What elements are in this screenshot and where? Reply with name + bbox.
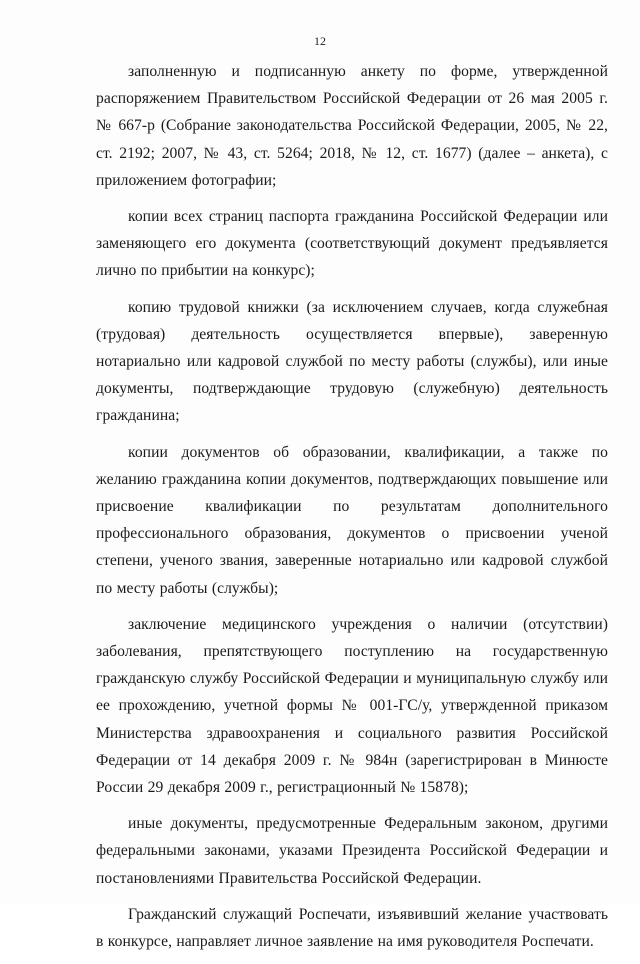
paragraph-employment-record: копию трудовой книжки (за исключением случаев, когда служебная (трудовая) деятельность осуществляется впервые), заверенную нотариально или кадровой службой по месту работы (службы), или иные документы, подтверждающие трудовую (служебную) деятельность гражданина; — [96, 298, 608, 425]
page-number: 12 — [314, 34, 326, 48]
document-body — [96, 58, 608, 964]
paragraph-passport-copies: копии всех страниц паспорта гражданина Российской Федерации или заменяющего его документа (соответствующий документ предъявляется лично по прибытии на конкурс); — [96, 208, 608, 280]
paragraph-medical-certificate: заключение медицинского учреждения о наличии (отсутствии) заболевания, препятствующего поступлению на государственную гражданскую службу Российской Федерации и муниципальную службу или ее прохождению, учетной формы № 001-ГС/у, утвержденной приказом Министерства здравоохранения и социального развития Российской Федерации от 14 декабря 2009 г. № 984н (зарегистрирован в Минюсте России 29 декабря 2009 г., регистрационный № 15878); — [96, 615, 608, 797]
paragraph-other-documents: иные документы, предусмотренные Федеральным законом, другими федеральными законами, указами Президента Российской Федерации и постановлениями Правительства Российской Федерации. — [96, 815, 608, 887]
paragraph-questionnaire: заполненную и подписанную анкету по форме, утвержденной распоряжением Правительством Российской Федерации от 26 мая 2005 г. № 667-р (Собрание законодательства Российской Федерации, 2005, № 22, ст. 2192; 2007, № 43, ст. 5264; 2018, № 12, ст. 1677) (далее – анкета), с приложением фотографии; — [96, 63, 608, 189]
paragraph-civil-servant-application: Гражданский служащий Роспечати, изъявивший желание участвовать в конкурсе, направляет личное заявление на имя руководителя Роспечати. — [96, 905, 608, 951]
paragraph-education-documents: копии документов об образовании, квалификации, а также по желанию гражданина копии документов, подтверждающих повышение или присвоение квалификации по результатам дополнительного профессионального образования, документов о присвоении ученой степени, ученого звания, заверенные нотариально или кадровой службой по месту работы (службы); — [96, 443, 608, 597]
